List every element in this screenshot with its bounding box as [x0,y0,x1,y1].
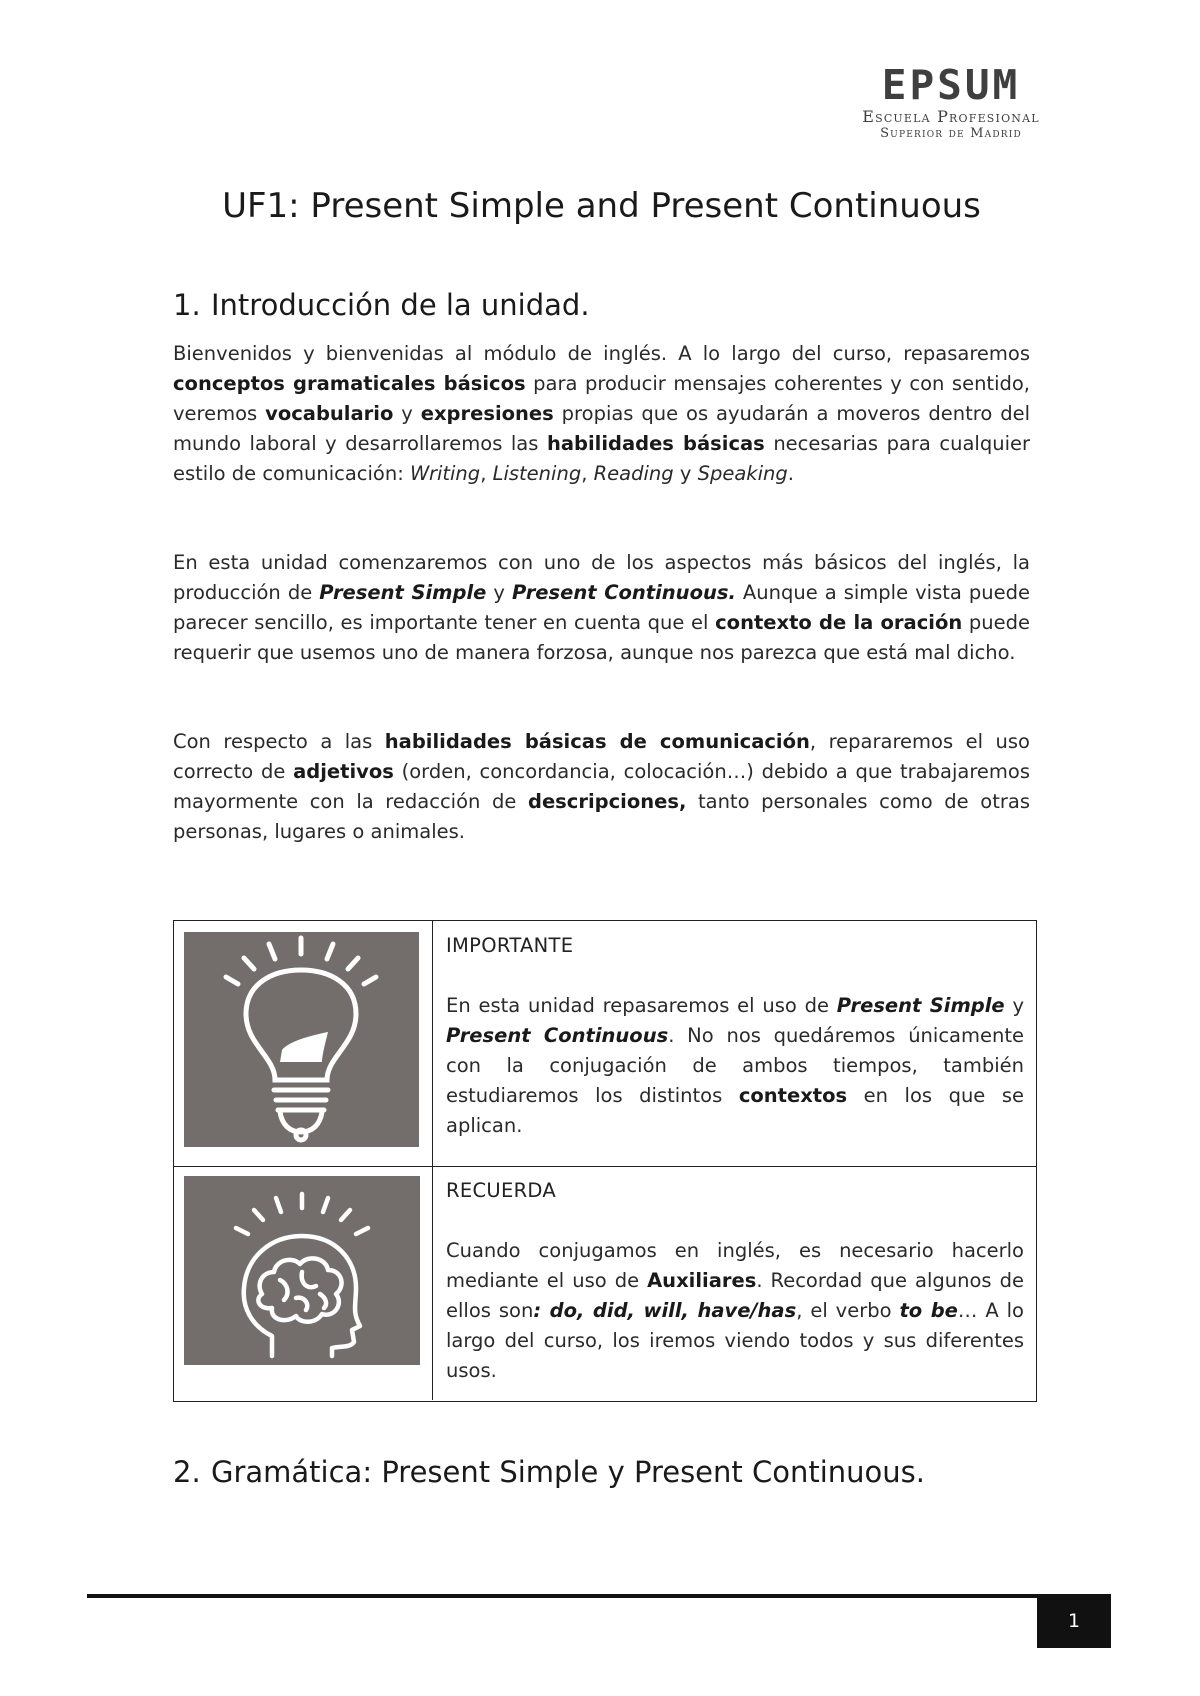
epsum-logo [862,62,1040,141]
text: puede requerir que usemos uno de manera forzosa, aunque nos parezca que está mal dicho. [173,611,1030,664]
text: , [480,462,493,485]
text: Bienvenidos y bienvenidas al módulo de inglés. A lo largo del curso, repasaremos [173,342,1030,365]
lightbulb-icon [184,932,419,1147]
bold-text: descripciones, [527,790,687,813]
logo-subtitle-line1: Escuela Profesional [862,107,1040,126]
bold-text: adjetivos [293,760,394,783]
intro-paragraph-3 [173,727,1030,847]
bold-italic-text: Present Continuous [446,1024,669,1047]
text: Aunque a simple vista puede parecer sencillo, es importante tener en cuenta que el [173,581,1030,634]
callout-table [173,920,1037,1402]
bold-italic-text: Present Simple [319,581,487,604]
table-divider [432,921,433,1166]
text: necesarias para cualquier estilo de comunicación: [173,432,1031,485]
section-title: Introducción de la unidad. [211,288,590,322]
text: Cuando conjugamos en inglés, es necesario hacerlo mediante el uso de [446,1239,1024,1292]
text: (orden, concordancia, colocación…) debido a que trabajaremos mayormente con la redacción de [173,760,1030,813]
bold-italic-text: : do, did, will, have/has [533,1299,797,1322]
section-heading-intro [173,288,1030,322]
bold-italic-text: Present Simple [836,994,1005,1017]
text: En esta unidad comenzaremos con uno de los aspectos más básicos del inglés, la producción de [173,551,1030,604]
section-heading-grammar [173,1455,1030,1489]
text: … A lo largo del curso, los iremos viendo todos y sus diferentes usos. [446,1299,1024,1382]
text: En esta unidad repasaremos el uso de [446,994,837,1017]
section-number: 1. [173,288,201,322]
text: y [1004,994,1024,1017]
remember-text [446,1176,1024,1386]
page-number: 1 [1037,1594,1111,1648]
text: . [787,462,794,485]
logo-wordmark: EPSUM [881,61,1021,109]
bold-italic-text: to be [899,1299,958,1322]
text: . Recordad que algunos de ellos son [446,1269,1024,1322]
text: Con respecto a las [173,730,385,753]
text: . No nos quedáremos únicamente con la conjugación de ambos tiempos, también estudiaremos los distintos [446,1024,1024,1107]
important-heading: IMPORTANTE [446,934,574,957]
intro-paragraph-1 [173,339,1030,489]
remember-box [174,1166,1036,1400]
italic-text: Listening [492,462,582,485]
text: , el verbo [796,1299,900,1322]
section-title: Gramática: Present Simple y Present Continuous. [211,1455,925,1489]
bold-text: contextos [738,1084,848,1107]
bold-text: conceptos gramaticales básicos [173,372,526,395]
document-title: UF1: Present Simple and Present Continuous [222,186,981,226]
text: y [673,462,698,485]
text: tanto personales como de otras personas, lugares o animales. [173,790,1030,843]
footer-rule [87,1594,1111,1598]
important-box [174,921,1036,1167]
text: y [486,581,512,604]
remember-body [446,1236,1024,1386]
bold-text: Auxiliares [647,1269,757,1292]
bold-text: vocabulario [265,402,394,425]
italic-text: Writing [410,462,481,485]
text: en los que se aplican. [446,1084,1024,1137]
text: , repararemos el uso correcto de [173,730,1030,783]
important-body [446,991,1024,1141]
bold-text: habilidades básicas [546,432,765,455]
intro-paragraph-2 [173,548,1030,668]
table-divider [432,1166,433,1400]
italic-text: Speaking [697,462,788,485]
bold-text: habilidades básicas de comunicación [384,730,810,753]
bold-text: expresiones [420,402,554,425]
text: y [393,402,421,425]
bold-italic-text: Present Continuous. [512,581,736,604]
section-number: 2. [173,1455,201,1489]
text: para producir mensajes coherentes y con sentido, veremos [173,372,1031,425]
brain-head-icon [184,1176,420,1365]
important-text [446,931,1024,1141]
text: , [581,462,594,485]
bold-text: contexto de la oración [715,611,963,634]
logo-subtitle-line2: Superior de Madrid [880,126,1022,141]
italic-text: Reading [593,462,674,485]
text: propias que os ayudarán a moveros dentro del mundo laboral y desarrollaremos las [173,402,1030,455]
remember-heading: RECUERDA [446,1179,557,1202]
